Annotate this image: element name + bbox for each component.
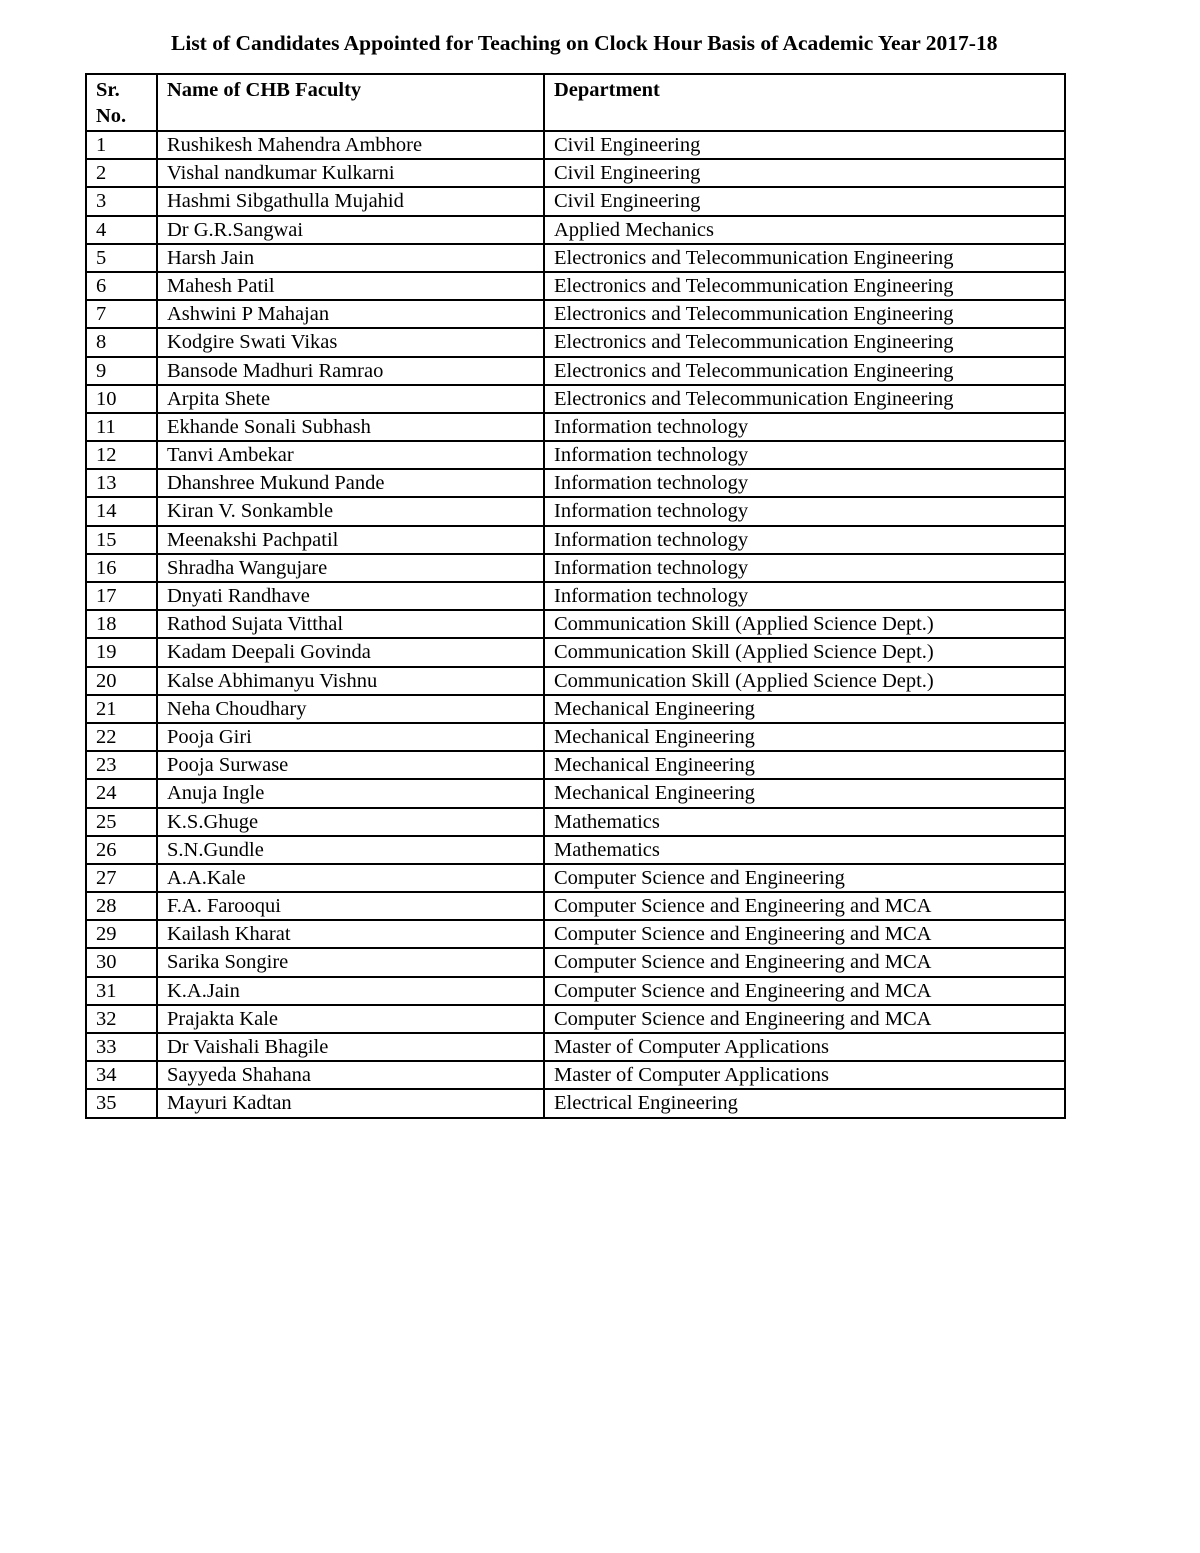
cell-sr-no: 2 (86, 159, 157, 187)
cell-department: Computer Science and Engineering and MCA (544, 948, 1065, 976)
page-title: List of Candidates Appointed for Teaching on Clock Hour Basis of Academic Year 2017-18 (171, 31, 998, 55)
cell-department: Mechanical Engineering (544, 751, 1065, 779)
table-header (86, 74, 1065, 131)
cell-faculty-name: F.A. Farooqui (157, 892, 544, 920)
cell-sr-no: 11 (86, 413, 157, 441)
cell-faculty-name: Kiran V. Sonkamble (157, 497, 544, 525)
cell-sr-no: 33 (86, 1033, 157, 1061)
cell-faculty-name: Rathod Sujata Vitthal (157, 610, 544, 638)
cell-sr-no: 16 (86, 554, 157, 582)
header-name: Name of CHB Faculty (157, 74, 544, 131)
cell-department: Information technology (544, 413, 1065, 441)
table-row (86, 836, 1065, 864)
cell-sr-no: 1 (86, 131, 157, 159)
cell-department: Information technology (544, 441, 1065, 469)
cell-sr-no: 6 (86, 272, 157, 300)
cell-department: Electronics and Telecommunication Engineering (544, 300, 1065, 328)
table-row (86, 751, 1065, 779)
cell-faculty-name: Rushikesh Mahendra Ambhore (157, 131, 544, 159)
cell-sr-no: 34 (86, 1061, 157, 1089)
cell-faculty-name: Harsh Jain (157, 244, 544, 272)
cell-sr-no: 3 (86, 187, 157, 215)
cell-faculty-name: Bansode Madhuri Ramrao (157, 357, 544, 385)
cell-faculty-name: Pooja Surwase (157, 751, 544, 779)
cell-faculty-name: Dr Vaishali Bhagile (157, 1033, 544, 1061)
cell-sr-no: 9 (86, 357, 157, 385)
cell-faculty-name: Ashwini P Mahajan (157, 300, 544, 328)
cell-department: Master of Computer Applications (544, 1033, 1065, 1061)
cell-department: Information technology (544, 497, 1065, 525)
cell-department: Civil Engineering (544, 187, 1065, 215)
cell-sr-no: 22 (86, 723, 157, 751)
cell-faculty-name: Kalse Abhimanyu Vishnu (157, 667, 544, 695)
cell-faculty-name: Ekhande Sonali Subhash (157, 413, 544, 441)
table-row (86, 272, 1065, 300)
cell-sr-no: 23 (86, 751, 157, 779)
cell-department: Civil Engineering (544, 159, 1065, 187)
table-row (86, 638, 1065, 666)
cell-department: Information technology (544, 469, 1065, 497)
table-row (86, 1061, 1065, 1089)
cell-department: Computer Science and Engineering and MCA (544, 892, 1065, 920)
cell-sr-no: 24 (86, 779, 157, 807)
table-row (86, 582, 1065, 610)
table-row (86, 864, 1065, 892)
table-row (86, 159, 1065, 187)
cell-sr-no: 30 (86, 948, 157, 976)
cell-sr-no: 29 (86, 920, 157, 948)
cell-department: Communication Skill (Applied Science Dept.) (544, 638, 1065, 666)
header-sr-no (86, 74, 157, 131)
cell-department: Mechanical Engineering (544, 779, 1065, 807)
cell-department: Information technology (544, 554, 1065, 582)
cell-faculty-name: Pooja Giri (157, 723, 544, 751)
table-row (86, 808, 1065, 836)
cell-sr-no: 13 (86, 469, 157, 497)
header-row (86, 74, 1065, 131)
cell-department: Electronics and Telecommunication Engineering (544, 328, 1065, 356)
cell-faculty-name: Sayyeda Shahana (157, 1061, 544, 1089)
cell-faculty-name: S.N.Gundle (157, 836, 544, 864)
cell-sr-no: 19 (86, 638, 157, 666)
cell-sr-no: 26 (86, 836, 157, 864)
cell-department: Electronics and Telecommunication Engineering (544, 244, 1065, 272)
table-row (86, 328, 1065, 356)
header-sr-no-label: Sr. No. (96, 79, 127, 127)
cell-faculty-name: Sarika Songire (157, 948, 544, 976)
cell-department: Communication Skill (Applied Science Dept.) (544, 667, 1065, 695)
table-row (86, 187, 1065, 215)
cell-sr-no: 14 (86, 497, 157, 525)
cell-department: Civil Engineering (544, 131, 1065, 159)
table-row (86, 892, 1065, 920)
cell-sr-no: 17 (86, 582, 157, 610)
cell-faculty-name: Dr G.R.Sangwai (157, 216, 544, 244)
cell-sr-no: 18 (86, 610, 157, 638)
cell-department: Communication Skill (Applied Science Dept.) (544, 610, 1065, 638)
table-row (86, 300, 1065, 328)
cell-department: Electrical Engineering (544, 1089, 1065, 1117)
cell-faculty-name: Arpita Shete (157, 385, 544, 413)
cell-sr-no: 8 (86, 328, 157, 356)
cell-faculty-name: Shradha Wangujare (157, 554, 544, 582)
cell-faculty-name: K.S.Ghuge (157, 808, 544, 836)
table-row (86, 244, 1065, 272)
cell-department: Master of Computer Applications (544, 1061, 1065, 1089)
cell-faculty-name: Prajakta Kale (157, 1005, 544, 1033)
cell-sr-no: 4 (86, 216, 157, 244)
cell-faculty-name: Mayuri Kadtan (157, 1089, 544, 1117)
cell-department: Computer Science and Engineering and MCA (544, 1005, 1065, 1033)
table-row (86, 357, 1065, 385)
faculty-table (85, 73, 1066, 1119)
cell-faculty-name: A.A.Kale (157, 864, 544, 892)
cell-sr-no: 35 (86, 1089, 157, 1117)
table-body (86, 131, 1065, 1118)
cell-sr-no: 31 (86, 977, 157, 1005)
cell-faculty-name: Kailash Kharat (157, 920, 544, 948)
cell-faculty-name: Meenakshi Pachpatil (157, 526, 544, 554)
cell-faculty-name: Tanvi Ambekar (157, 441, 544, 469)
table-row (86, 1089, 1065, 1117)
table-row (86, 385, 1065, 413)
cell-sr-no: 21 (86, 695, 157, 723)
cell-sr-no: 28 (86, 892, 157, 920)
cell-sr-no: 10 (86, 385, 157, 413)
cell-faculty-name: Neha Choudhary (157, 695, 544, 723)
cell-department: Information technology (544, 526, 1065, 554)
cell-faculty-name: Vishal nandkumar Kulkarni (157, 159, 544, 187)
table-row (86, 526, 1065, 554)
cell-department: Mathematics (544, 808, 1065, 836)
cell-department: Electronics and Telecommunication Engineering (544, 272, 1065, 300)
cell-department: Computer Science and Engineering and MCA (544, 977, 1065, 1005)
table-row (86, 667, 1065, 695)
table-row (86, 948, 1065, 976)
table-row (86, 216, 1065, 244)
cell-sr-no: 5 (86, 244, 157, 272)
cell-department: Computer Science and Engineering (544, 864, 1065, 892)
cell-faculty-name: Kadam Deepali Govinda (157, 638, 544, 666)
table-row (86, 695, 1065, 723)
table-row (86, 779, 1065, 807)
cell-faculty-name: K.A.Jain (157, 977, 544, 1005)
cell-faculty-name: Dhanshree Mukund Pande (157, 469, 544, 497)
cell-sr-no: 12 (86, 441, 157, 469)
cell-faculty-name: Mahesh Patil (157, 272, 544, 300)
cell-department: Mechanical Engineering (544, 723, 1065, 751)
cell-sr-no: 25 (86, 808, 157, 836)
table-row (86, 131, 1065, 159)
cell-sr-no: 15 (86, 526, 157, 554)
table-row (86, 1005, 1065, 1033)
cell-sr-no: 27 (86, 864, 157, 892)
cell-department: Mathematics (544, 836, 1065, 864)
cell-faculty-name: Kodgire Swati Vikas (157, 328, 544, 356)
table-row (86, 610, 1065, 638)
cell-faculty-name: Hashmi Sibgathulla Mujahid (157, 187, 544, 215)
cell-faculty-name: Anuja Ingle (157, 779, 544, 807)
table-row (86, 554, 1065, 582)
table-row (86, 497, 1065, 525)
table-row (86, 977, 1065, 1005)
cell-department: Computer Science and Engineering and MCA (544, 920, 1065, 948)
table-row (86, 723, 1065, 751)
table-row (86, 1033, 1065, 1061)
cell-department: Information technology (544, 582, 1065, 610)
cell-department: Electronics and Telecommunication Engineering (544, 357, 1065, 385)
cell-department: Mechanical Engineering (544, 695, 1065, 723)
table-row (86, 441, 1065, 469)
cell-department: Applied Mechanics (544, 216, 1065, 244)
cell-sr-no: 20 (86, 667, 157, 695)
cell-faculty-name: Dnyati Randhave (157, 582, 544, 610)
cell-sr-no: 7 (86, 300, 157, 328)
header-department: Department (544, 74, 1065, 131)
table-row (86, 920, 1065, 948)
table-row (86, 413, 1065, 441)
cell-sr-no: 32 (86, 1005, 157, 1033)
table-row (86, 469, 1065, 497)
cell-department: Electronics and Telecommunication Engineering (544, 385, 1065, 413)
